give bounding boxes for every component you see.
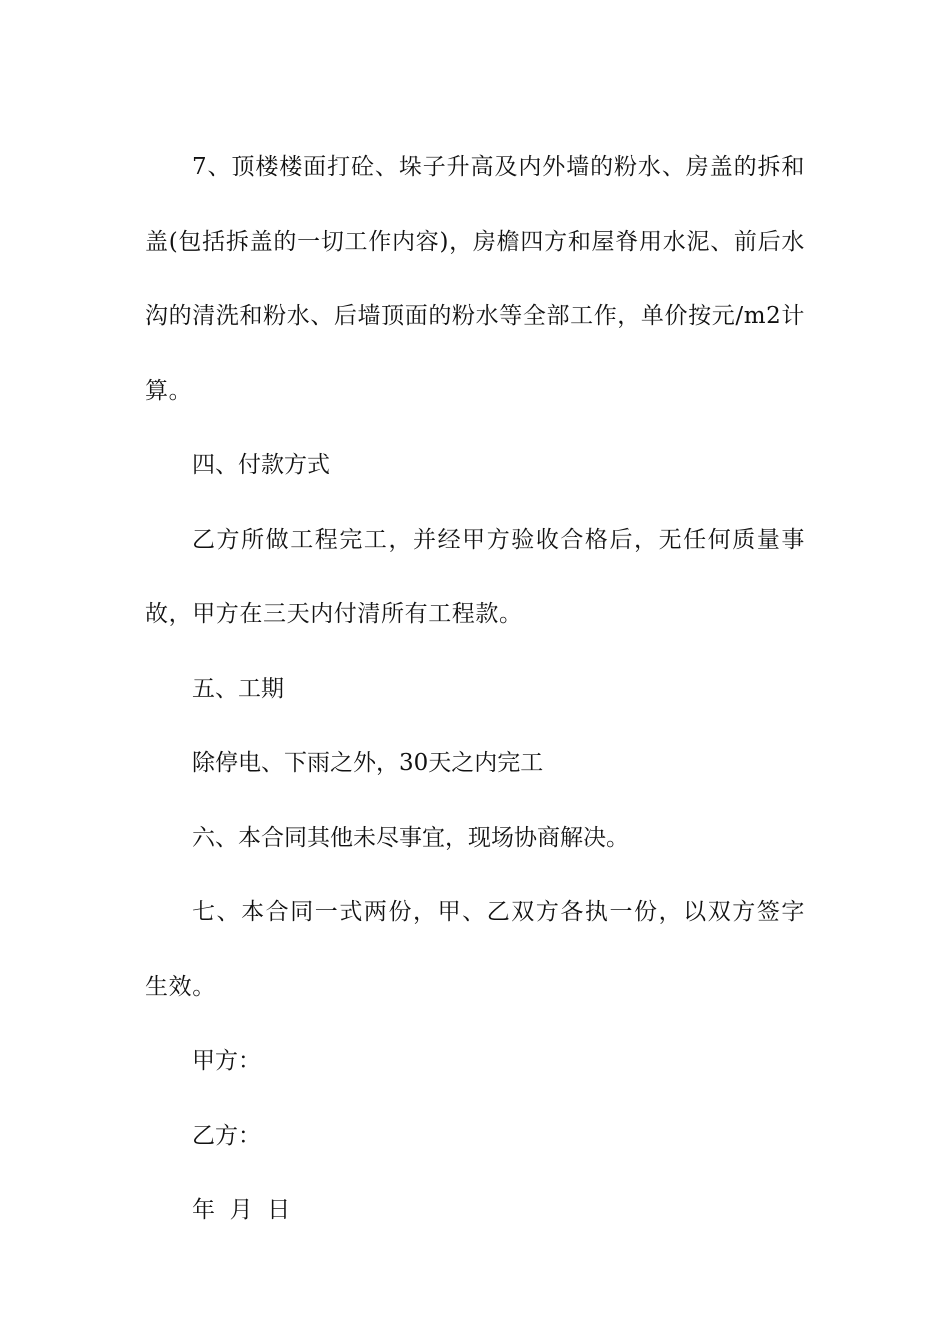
paragraph-other-matters: 六、本合同其他未尽事宜，现场协商解决。 (192, 824, 629, 851)
paragraph-item-7: 7、顶楼楼面打砼、垛子升高及内外墙的粉水、房盖的拆和盖(包括拆盖的一切工作内容)，房檐四方和屋脊用水泥、前后水沟的清洗和粉水、后墙顶面的粉水等全部工作，单价按元/m2计算。 (145, 154, 805, 404)
document-body (145, 130, 805, 1248)
date-line: 年 月 日 (192, 1197, 291, 1223)
party-a-signature-line: 甲方： (192, 1048, 261, 1074)
paragraph-copies-signature: 七、本合同一式两份，甲、乙双方各执一份，以双方签字生效。 (145, 899, 805, 1000)
heading-payment-method: 四、付款方式 (192, 452, 330, 478)
paragraph-payment-terms: 乙方所做工程完工，并经甲方验收合格后，无任何质量事故，甲方在三天内付清所有工程款。 (145, 526, 805, 627)
party-b-signature-line: 乙方： (192, 1122, 261, 1149)
heading-schedule: 五、工期 (192, 675, 284, 702)
paragraph-schedule-terms: 除停电、下雨之外，30天之内完工 (192, 750, 544, 776)
